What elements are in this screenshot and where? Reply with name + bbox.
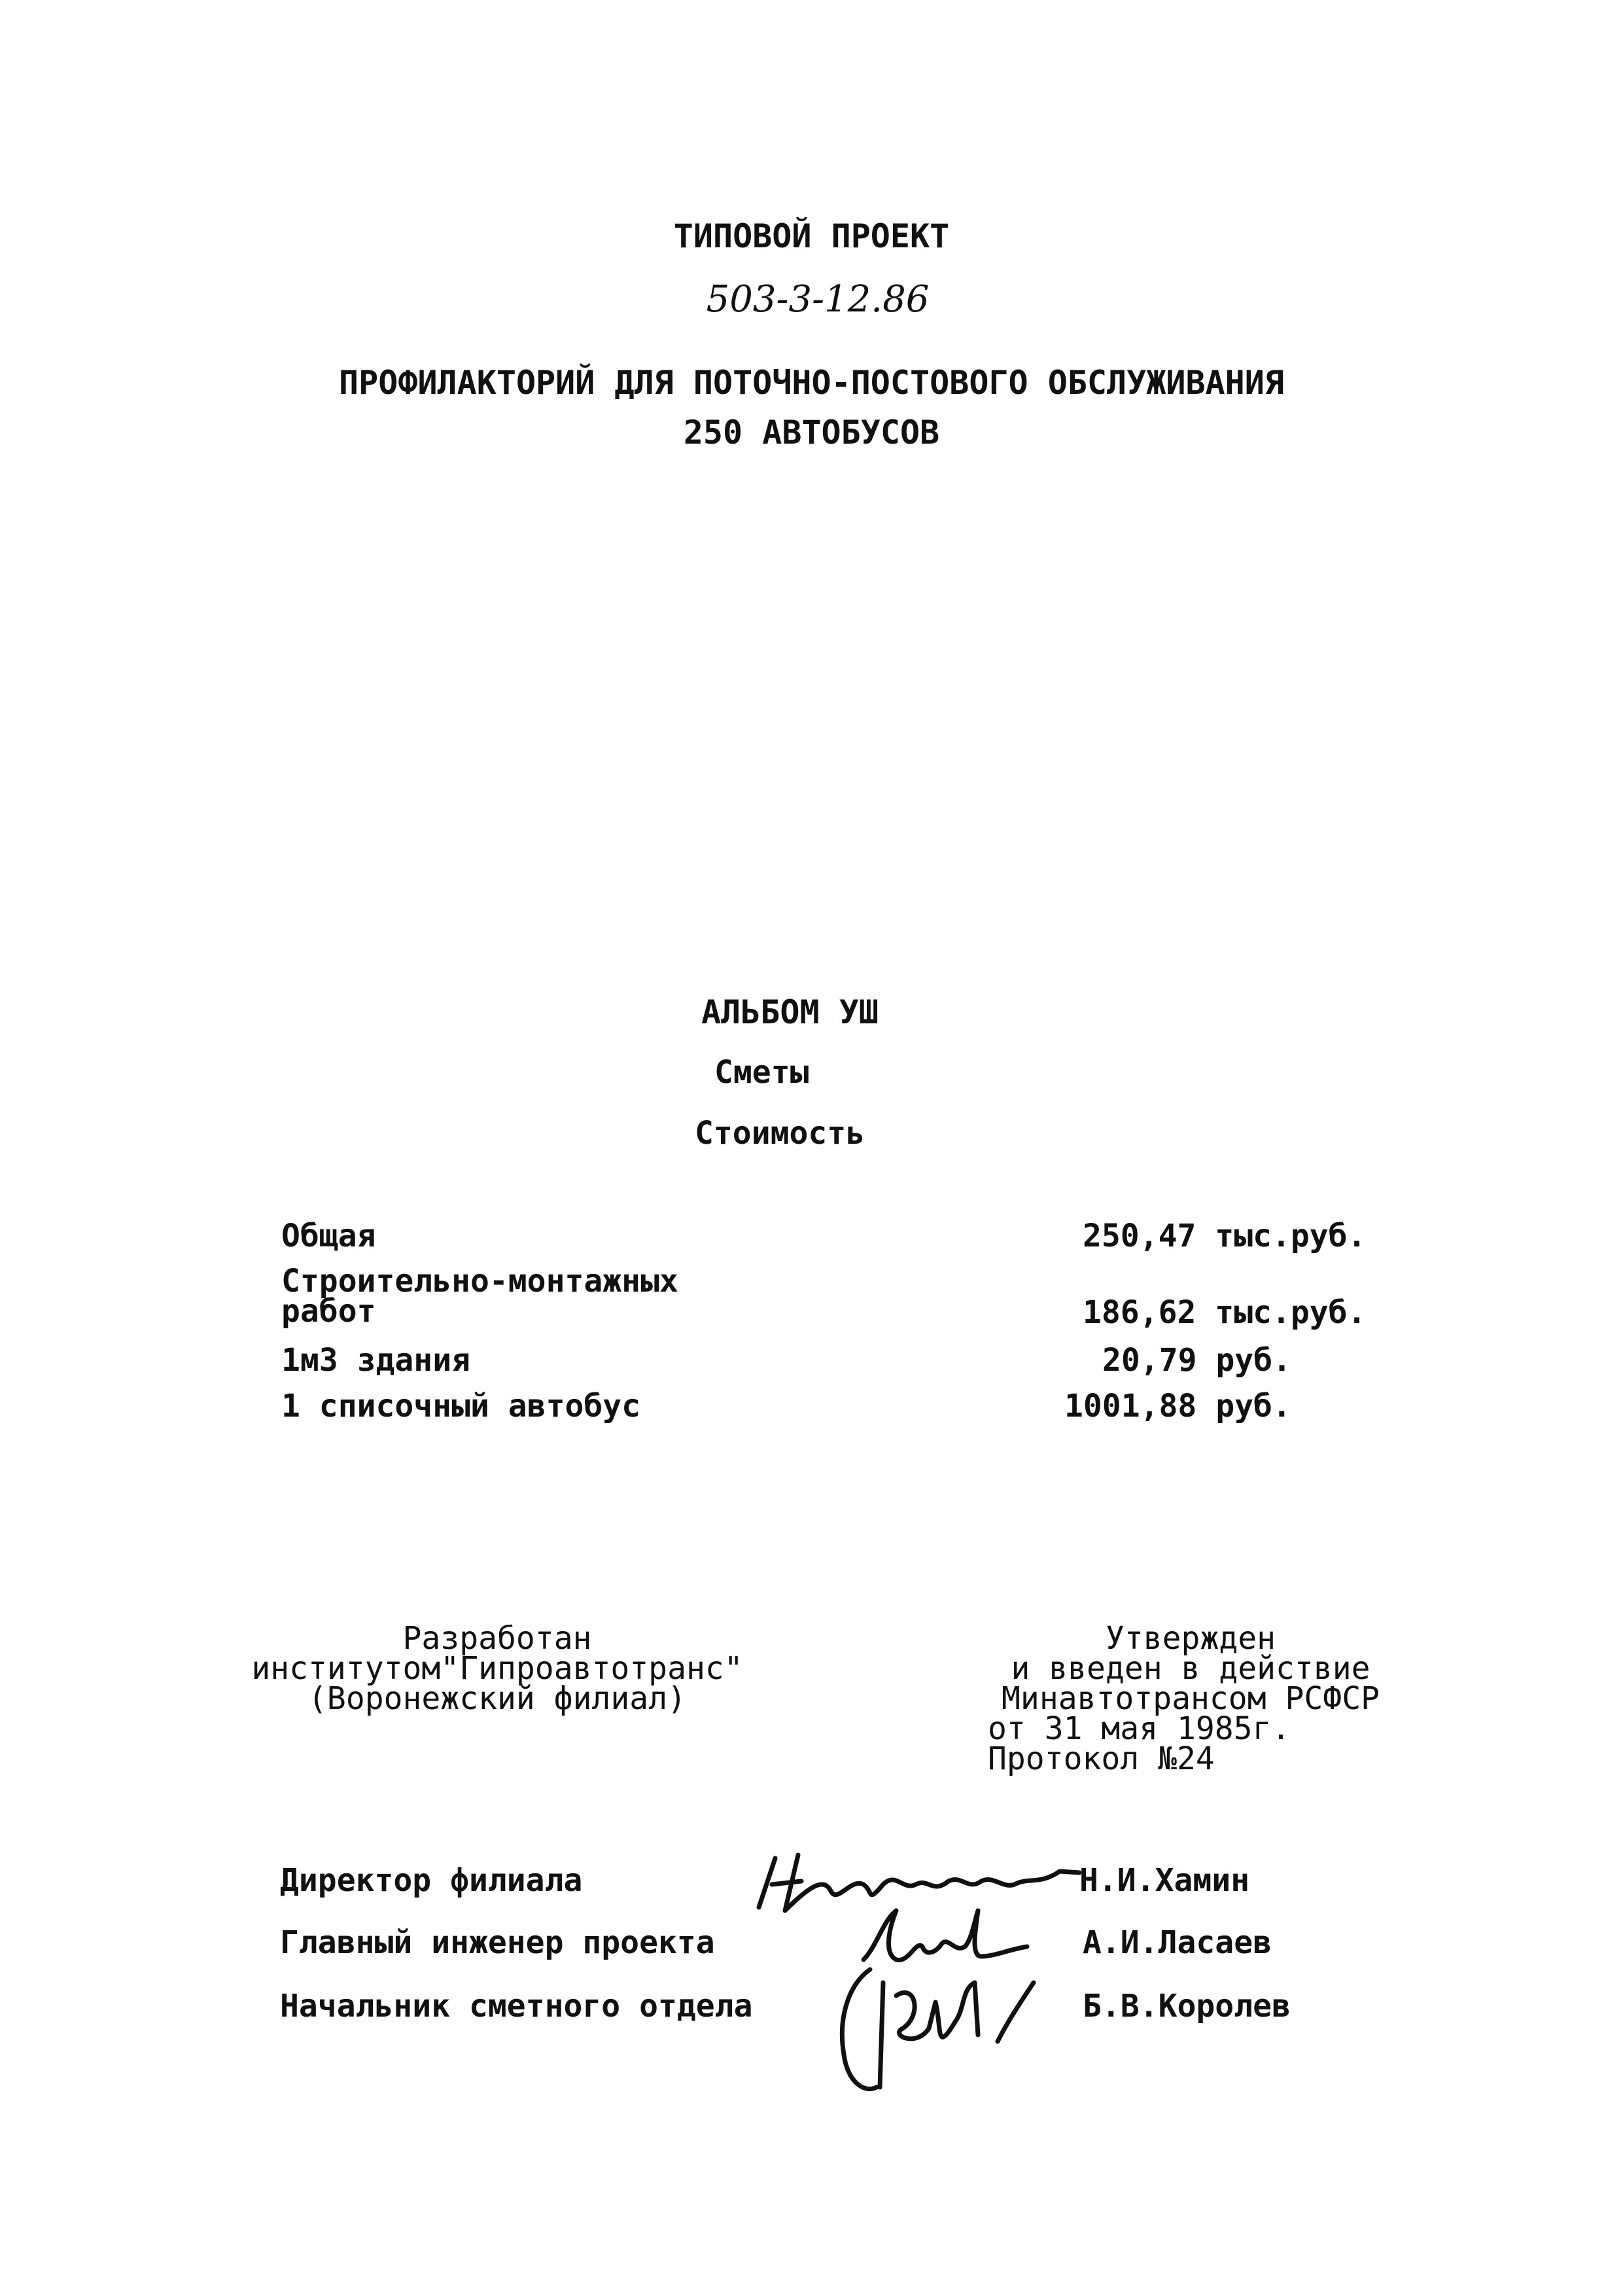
project-number: 503-3-12.86 xyxy=(706,278,930,321)
signatory-name: А.И.Ласаев xyxy=(1083,1924,1272,1961)
album-label: АЛЬБОМ УШ xyxy=(701,993,879,1031)
approval-line: и введен в действие xyxy=(1011,1650,1370,1687)
developed-line: институтом"Гипроавтотранс" xyxy=(251,1650,743,1687)
project-type-heading: ТИПОВОЙ ПРОЕКТ xyxy=(673,217,950,255)
signatory-position: Начальник сметного отдела xyxy=(280,1988,753,2024)
approval-line: Минавтотрансом РСФСР xyxy=(1002,1680,1380,1717)
cost-value: 186,62 тыс.руб. xyxy=(1083,1294,1367,1331)
developed-line: (Воронежский филиал) xyxy=(308,1680,686,1717)
developed-line: Разработан xyxy=(402,1620,592,1657)
cost-label: 1 списочный автобус xyxy=(281,1388,641,1424)
cost-value: 250,47 тыс.руб. xyxy=(1083,1218,1367,1254)
cost-label: Строительно-монтажных работ xyxy=(281,1263,678,1330)
approval-protocol: Протокол №24 xyxy=(988,1740,1215,1777)
cost-heading: Стоимость xyxy=(695,1115,865,1152)
approval-line: Утвержден xyxy=(1105,1620,1276,1657)
signatory-position: Главный инженер проекта xyxy=(280,1924,715,1961)
cost-value: 20,79 руб. xyxy=(1102,1342,1291,1379)
project-title-line2: 250 АВТОБУСОВ xyxy=(683,414,940,451)
approval-date: от 31 мая 1985г. xyxy=(988,1710,1291,1747)
signatory-name: Н.И.Хамин xyxy=(1079,1862,1250,1899)
album-subtitle: Сметы xyxy=(714,1054,809,1091)
cost-label: 1м3 здания xyxy=(281,1342,470,1379)
signatory-position: Директор филиала xyxy=(280,1862,583,1899)
project-title-line1: ПРОФИЛАКТОРИЙ ДЛЯ ПОТОЧНО-ПОСТОВОГО ОБСЛУЖИВАНИЯ xyxy=(339,364,1284,402)
estimate-head-signature xyxy=(824,1956,1053,2107)
signatory-name: Б.В.Королев xyxy=(1083,1988,1291,2024)
cost-label: Общая xyxy=(281,1218,376,1254)
cost-value: 1001,88 руб. xyxy=(1064,1388,1291,1424)
